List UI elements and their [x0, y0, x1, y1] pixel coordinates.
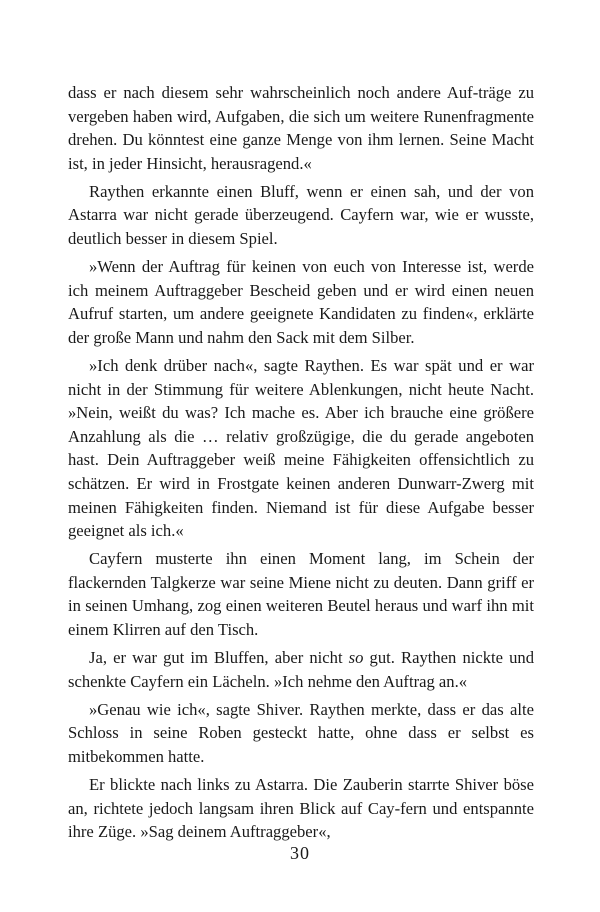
text-segment: »Wenn der Auftrag für keinen von euch von Interesse ist, werde ich meinem Auftraggeber Bescheid geben und er wird einen neuen Aufruf starten, um andere geeignete Kandidaten zu finden«, erklärte der große Mann und nahm den Sack mit dem Silber. [68, 257, 534, 347]
paragraph [68, 255, 534, 349]
paragraph [68, 547, 534, 641]
text-segment: »Ich denk drüber nach«, sagte Raythen. Es war spät und er war nicht in der Stimmung für weitere Ablenkungen, nicht heute Nacht. »Nein, weißt du was? Ich mache es. Aber ich brauche eine größere Anzahlung als die … relativ großzügige, die du gerade angeboten hast. Dein Auftraggeber weiß meine Fähigkeiten offensichtlich zu schätzen. Er wird in Frostgate keinen anderen Dunwarr-Zwerg mit meinen Fähigkeiten finden. Niemand ist für diese Aufgabe besser geeignet als ich.« [68, 356, 534, 541]
paragraph [68, 698, 534, 769]
paragraph [68, 180, 534, 251]
text-segment: dass er nach diesem sehr wahrscheinlich noch andere Auf-träge zu vergeben haben wird, Aufgaben, die sich um weitere Runenfragmente drehen. Du könntest eine ganze Menge von ihm lernen. Seine Macht ist, in jeder Hinsicht, herausragend.« [68, 83, 534, 173]
paragraph [68, 773, 534, 844]
body-text [68, 81, 534, 848]
text-segment: gut. Raythen nickte und schenkte Cayfern ein Lächeln. »Ich nehme den Auftrag an.« [68, 648, 534, 691]
text-segment: Cayfern musterte ihn einen Moment lang, im Schein der flackernden Talgkerze war seine Miene nicht zu deuten. Dann griff er in seinen Umhang, zog einen weiteren Beutel heraus und warf ihn mit einem Klirren auf den Tisch. [68, 549, 534, 640]
italic-text: so [348, 648, 364, 668]
text-segment: Raythen erkannte einen Bluff, wenn er einen sah, und der von Astarra war nicht gerade überzeugend. Cayfern war, wie er wusste, deutlich besser in diesem Spiel. [68, 181, 534, 249]
paragraph [68, 81, 534, 175]
paragraph [68, 354, 534, 543]
text-segment: Er blickte nach links zu Astarra. Die Zauberin starrte Shiver böse an, richtete jedoch langsam ihren Blick auf Cay-fern und entspannte ihre Züge. »Sag deinem Auftraggeber«, [68, 775, 534, 842]
page-number: 30 [290, 843, 310, 863]
paragraph [68, 646, 534, 693]
text-segment: Ja, er war gut im Bluffen, aber nicht [89, 648, 349, 668]
text-segment: »Genau wie ich«, sagte Shiver. Raythen merkte, dass er das alte Schloss in seine Roben gesteckt hatte, ohne dass er selbst es mitbekommen hatte. [68, 699, 534, 767]
